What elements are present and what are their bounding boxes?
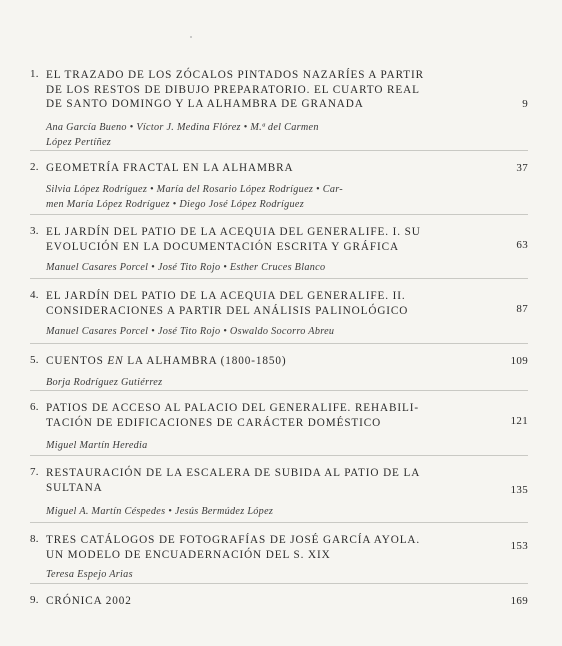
toc-entry-1[interactable] (30, 58, 528, 151)
toc-entry-8[interactable] (30, 523, 528, 584)
toc-entry-5[interactable] (30, 344, 528, 391)
entry-title: EL JARDÍN DEL PATIO DE LA ACEQUIA DEL GENERALIFE. I. SU EVOLUCIÓN EN LA DOCUMENTACIÓN ESCRITA Y GRÁFICA (46, 226, 421, 253)
entry-number: 9. (30, 594, 39, 606)
table-of-contents (30, 58, 528, 614)
entry-authors: Miguel A. Martín Céspedes • Jesús Bermúdez López (46, 506, 274, 517)
toc-entry-7[interactable] (30, 456, 528, 523)
entry-authors: Silvia López Rodríguez • María del Rosario López Rodríguez • Car- men María López Rodríguez • Diego José López Rodríguez (46, 183, 343, 210)
entry-number: 5. (30, 354, 39, 366)
toc-entry-4[interactable] (30, 279, 528, 344)
entry-authors: Manuel Casares Porcel • José Tito Rojo • Oswaldo Socorro Abreu (46, 326, 335, 337)
toc-entry-6[interactable] (30, 391, 528, 456)
entry-page-number: 135 (510, 484, 528, 496)
entry-number: 8. (30, 533, 39, 545)
entry-title: RESTAURACIÓN DE LA ESCALERA DE SUBIDA AL PATIO DE LA SULTANA (46, 467, 421, 494)
entry-title: EL TRAZADO DE LOS ZÓCALOS PINTADOS NAZARÍES A PARTIR DE LOS RESTOS DE DIBUJO PREPARATORIO. EL CUARTO REAL DE SANTO DOMINGO Y LA ALHAMBRA DE GRANADA (46, 69, 424, 110)
entry-title: TRES CATÁLOGOS DE FOTOGRAFÍAS DE JOSÉ GARCÍA AYOLA. UN MODELO DE ENCUADERNACIÓN DEL S. XIX (46, 534, 421, 561)
toc-entry-9[interactable] (30, 584, 528, 614)
entry-page-number: 121 (510, 415, 528, 427)
entry-number: 1. (30, 68, 39, 80)
entry-number: 4. (30, 289, 39, 301)
entry-number: 7. (30, 466, 39, 478)
entry-number: 6. (30, 401, 39, 413)
entry-title: EL JARDÍN DEL PATIO DE LA ACEQUIA DEL GENERALIFE. II. CONSIDERACIONES A PARTIR DEL ANÁLISIS PALINOLÓGICO (46, 290, 409, 317)
entry-number: 3. (30, 225, 39, 237)
entry-title: CRÓNICA 2002 (46, 595, 132, 607)
entry-title: PATIOS DE ACCESO AL PALACIO DEL GENERALIFE. REHABILI- TACIÓN DE EDIFICACIONES DE CARÁCTER DOMÉSTICO (46, 402, 419, 429)
entry-page-number: 9 (522, 98, 528, 110)
entry-authors: Manuel Casares Porcel • José Tito Rojo • Esther Cruces Blanco (46, 262, 326, 273)
entry-page-number: 87 (516, 303, 528, 315)
entry-title: CUENTOS EN LA ALHAMBRA (1800-1850) (46, 355, 287, 367)
entry-authors: Miguel Martín Heredia (46, 440, 148, 451)
toc-entry-2[interactable] (30, 151, 528, 215)
entry-page-number: 169 (510, 595, 528, 607)
entry-authors: Teresa Espejo Arias (46, 569, 133, 580)
entry-page-number: 109 (510, 355, 528, 367)
entry-page-number: 37 (516, 162, 528, 174)
entry-page-number: 63 (516, 239, 528, 251)
entry-authors: Ana García Bueno • Víctor J. Medina Flórez • M.ª del Carmen López Pertíñez (46, 121, 319, 148)
page-speck (190, 36, 192, 38)
entry-authors: Borja Rodríguez Gutiérrez (46, 376, 163, 388)
entry-title: GEOMETRÍA FRACTAL EN LA ALHAMBRA (46, 162, 294, 174)
toc-entry-3[interactable] (30, 215, 528, 279)
entry-page-number: 153 (510, 540, 528, 552)
entry-number: 2. (30, 161, 39, 173)
